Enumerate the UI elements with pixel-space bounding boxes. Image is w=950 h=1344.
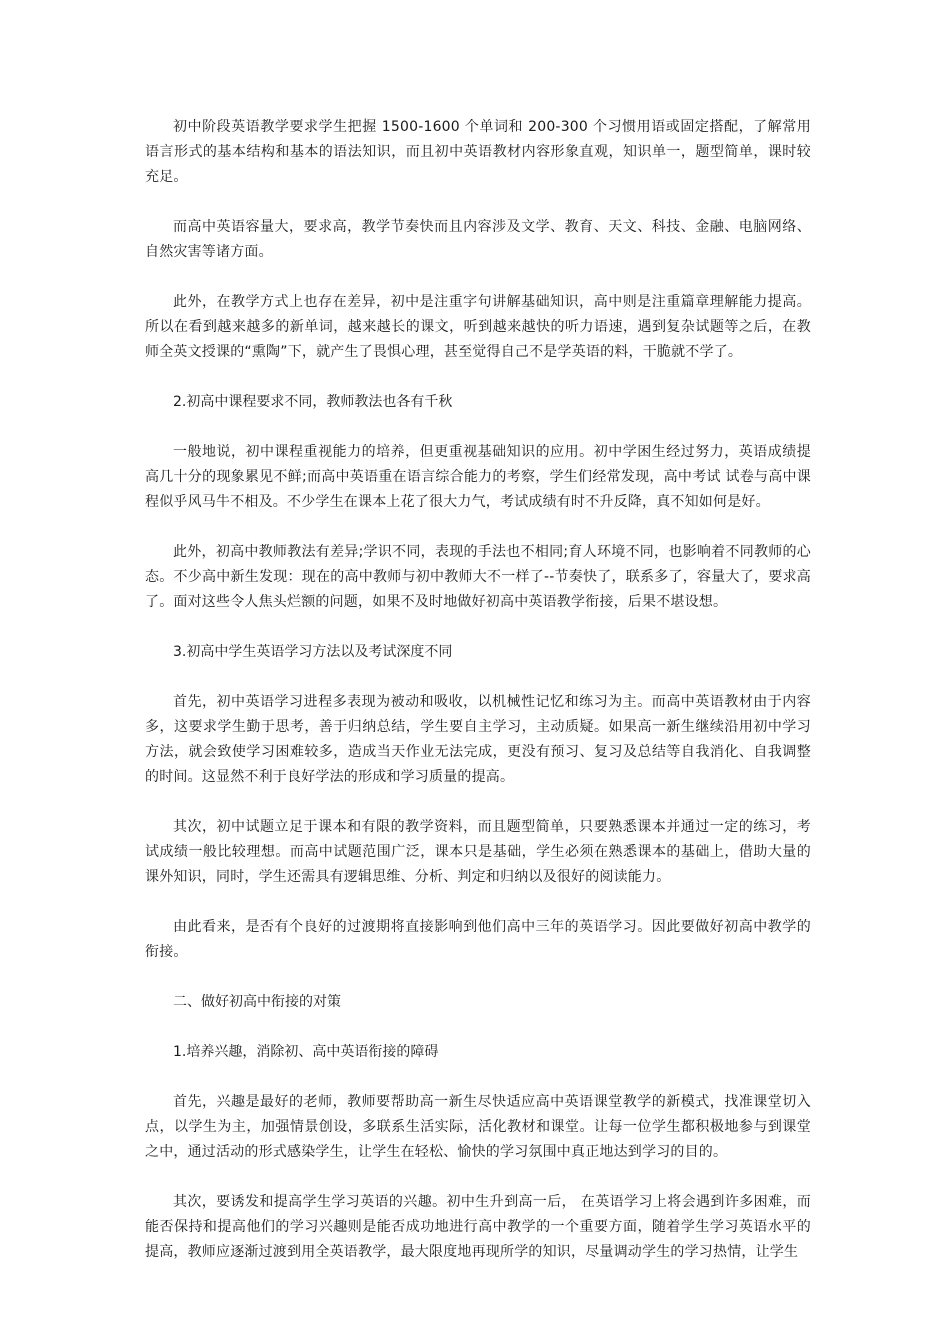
paragraph-interest-teacher: 首先，兴趣是最好的老师，教师要帮助高一新生尽快适应高中英语课堂教学的新模式，找准课堂切入点，以学生为主，加强情景创设，多联系生活实际，活化教材和课堂。让每一位学生都积极地参与到课堂之中，通过活动的形式感染学生，让学生在轻松、愉快的学习氛围中真正地达到学习的目的。 [145,1094,811,1160]
paragraph-learning-process: 首先，初中英语学习进程多表现为被动和吸收，以机械性记忆和练习为主。而高中英语教材由于内容多，这要求学生勤于思考，善于归纳总结，学生要自主学习，主动质疑。如果高一新生继续沿用初中学习方法，就会致使学习困难较多，造成当天作业无法完成，更没有预习、复习及总结等自我消化、自我调整的时间。这显然不利于良好学法的形成和学习质量的提高。 [145,694,811,785]
paragraph-stimulate-interest: 其次，要诱发和提高学生学习英语的兴趣。初中生升到高一后， 在英语学习上将会遇到许多困难，而能否保持和提高他们的学习兴趣则是能否成功地进行高中教学的一个重要方面，随着学生学习英语水平的提高，教师应逐渐过渡到用全英语教学，最大限度地再现所学的知识，尽量调动学生的学习热情，让学生 [145,1194,811,1260]
section-heading-countermeasures: 二、做好初高中衔接的对策 [173,994,341,1010]
paragraph-teaching-methods: 此外，在教学方式上也存在差异，初中是注重字句讲解基础知识，高中则是注重篇章理解能力提高。所以在看到越来越多的新单词，越来越长的课文，听到越来越快的听力语速，遇到复杂试题等之后，在教师全英文授课的“熏陶”下，就产生了畏惧心理，甚至觉得自己不是学英语的料，干脆就不学了。 [145,294,811,360]
paragraph-exam-differences: 其次，初中试题立足于课本和有限的教学资料，而且题型简单，只要熟悉课本并通过一定的练习，考试成绩一般比较理想。而高中试题范围广泛，课本只是基础，学生必须在熟悉课本的基础上，借助大量的课外知识，同时，学生还需具有逻辑思维、分析、判定和归纳以及很好的阅读能力。 [145,819,811,885]
paragraph-transition-importance: 由此看来，是否有个良好的过渡期将直接影响到他们高中三年的英语学习。因此要做好初高中教学的衔接。 [145,919,811,960]
document-body [145,115,811,1290]
paragraph-course-emphasis: 一般地说，初中课程重视能力的培养，但更重视基础知识的应用。初中学困生经过努力，英语成绩提高几十分的现象累见不鲜;而高中英语重在语言综合能力的考察，学生们经常发现，高中考试 试卷与高中课程似乎风马牛不相及。不少学生在课本上花了很大力气，考试成绩有时不升反降，真不知如何是好。 [145,444,811,510]
paragraph-senior-content: 而高中英语容量大，要求高，教学节奏快而且内容涉及文学、教育、天文、科技、金融、电脑网络、自然灾害等诸方面。 [145,219,811,260]
section-heading-3: 3.初高中学生英语学习方法以及考试深度不同 [173,644,453,660]
paragraph-teacher-differences: 此外，初高中教师教法有差异;学识不同，表现的手法也不相同;育人环境不同，也影响着不同教师的心态。不少高中新生发现：现在的高中教师与初中教师大不一样了--节奏快了，联系多了，容量大了，要求高了。面对这些令人焦头烂额的问题，如果不及时地做好初高中英语教学衔接，后果不堪设想。 [145,544,811,610]
subsection-heading-1: 1.培养兴趣，消除初、高中英语衔接的障碍 [173,1044,439,1060]
section-heading-2: 2.初高中课程要求不同，教师教法也各有千秋 [173,394,453,410]
paragraph-junior-requirements: 初中阶段英语教学要求学生把握 1500-1600 个单词和 200-300 个习惯用语或固定搭配，了解常用语言形式的基本结构和基本的语法知识，而且初中英语教材内容形象直观，知识单一，题型简单，课时较充足。 [145,119,811,185]
